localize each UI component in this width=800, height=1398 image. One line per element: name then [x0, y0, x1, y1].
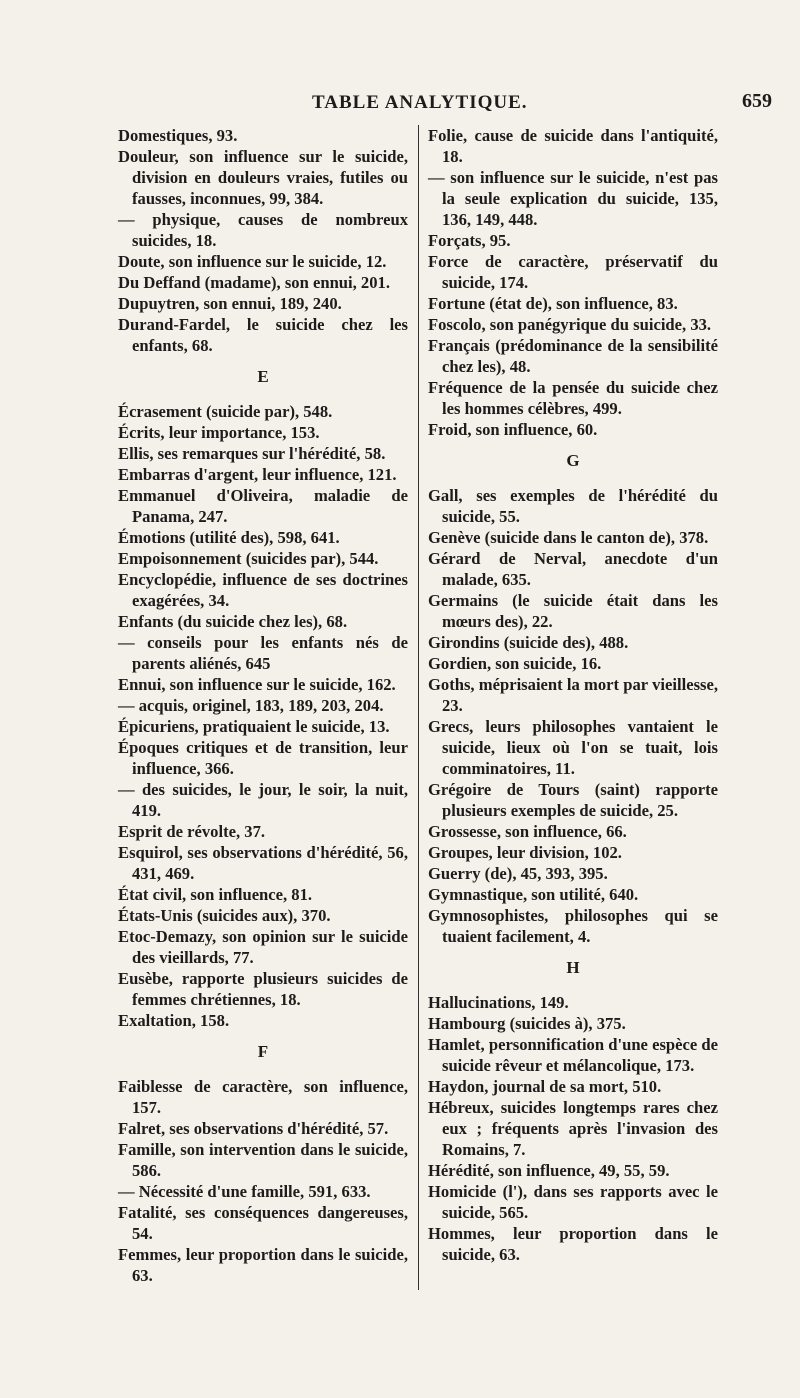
index-entry: Foscolo, son panégyrique du suicide, 33. — [428, 315, 712, 334]
index-entry: — acquis, originel, 183, 189, 203, 204. — [118, 696, 384, 715]
entries-block-e — [118, 401, 408, 1031]
index-entry: Gérard de Nerval, anecdote d'un malade, 635. — [428, 549, 718, 589]
entries-block-f-continued — [428, 125, 718, 440]
index-entry: État civil, son influence, 81. — [118, 885, 313, 904]
running-title: TABLE ANALYTIQUE. — [312, 92, 528, 113]
index-entry: Froid, son influence, 60. — [428, 420, 598, 439]
index-entry: Etoc-Demazy, son opinion sur le suicide des vieillards, 77. — [118, 927, 408, 967]
index-entry: Hambourg (suicides à), 375. — [428, 1014, 626, 1033]
index-entry: Guerry (de), 45, 393, 395. — [428, 864, 608, 883]
index-entry: — son influence sur le suicide, n'est pas la seule explication du suicide, 135, 136, 149, 448. — [428, 168, 718, 229]
index-entry: Époques critiques et de transition, leur influence, 366. — [118, 738, 408, 778]
index-entry: — Nécessité d'une famille, 591, 633. — [118, 1182, 371, 1201]
index-entry: Genève (suicide dans le canton de), 378. — [428, 528, 709, 547]
index-entry: Épicuriens, pratiquaient le suicide, 13. — [118, 717, 390, 736]
index-entry: Famille, son intervention dans le suicide, 586. — [118, 1140, 408, 1180]
right-column — [428, 125, 718, 1265]
index-entry: Fortune (état de), son influence, 83. — [428, 294, 678, 313]
index-entry: Exaltation, 158. — [118, 1011, 230, 1030]
index-entry: Du Deffand (madame), son ennui, 201. — [118, 273, 390, 292]
index-entry: — des suicides, le jour, le soir, la nuit, 419. — [118, 780, 408, 820]
index-entry: Forçats, 95. — [428, 231, 511, 250]
index-entry: Esprit de révolte, 37. — [118, 822, 266, 841]
index-entry: Écrasement (suicide par), 548. — [118, 402, 333, 421]
index-entry: Faiblesse de caractère, son influence, 157. — [118, 1077, 408, 1117]
index-entry: Eusèbe, rapporte plusieurs suicides de femmes chrétiennes, 18. — [118, 969, 408, 1009]
index-entry: Grecs, leurs philosophes vantaient le suicide, lieux où l'on se tuait, lois comminatoires, 11. — [428, 717, 718, 778]
index-entry: — conseils pour les enfants nés de parents aliénés, 645 — [118, 633, 408, 673]
index-entry: Dupuytren, son ennui, 189, 240. — [118, 294, 342, 313]
index-entry: Ennui, son influence sur le suicide, 162. — [118, 675, 396, 694]
index-entry: Encyclopédie, influence de ses doctrines exagérées, 34. — [118, 570, 408, 610]
index-entry: Domestiques, 93. — [118, 126, 238, 145]
index-entry: Folie, cause de suicide dans l'antiquité, 18. — [428, 126, 718, 166]
index-entry: Goths, méprisaient la mort par vieillesse, 23. — [428, 675, 718, 715]
index-entry: Fatalité, ses conséquences dangereuses, 54. — [118, 1203, 408, 1243]
index-entry: Emmanuel d'Oliveira, maladie de Panama, 247. — [118, 486, 408, 526]
index-entry: Émotions (utilité des), 598, 641. — [118, 528, 340, 547]
index-entry: Force de caractère, préservatif du suicide, 174. — [428, 252, 718, 292]
index-entry: Girondins (suicide des), 488. — [428, 633, 629, 652]
index-entry: Grossesse, son influence, 66. — [428, 822, 627, 841]
page-header — [0, 88, 800, 118]
index-entry: Embarras d'argent, leur influence, 121. — [118, 465, 397, 484]
index-entry: Esquirol, ses observations d'hérédité, 56, 431, 469. — [118, 843, 408, 883]
section-letter-f: F — [257, 1042, 269, 1061]
index-entry: Homicide (l'), dans ses rapports avec le suicide, 565. — [428, 1182, 718, 1222]
index-entry: Hallucinations, 149. — [428, 993, 569, 1012]
page-number: 659 — [742, 90, 772, 112]
index-entry: Groupes, leur division, 102. — [428, 843, 622, 862]
index-entry: Ellis, ses remarques sur l'hérédité, 58. — [118, 444, 386, 463]
index-entry: Fréquence de la pensée du suicide chez les hommes célèbres, 499. — [428, 378, 718, 418]
index-entry: Écrits, leur importance, 153. — [118, 423, 320, 442]
index-entry: Hérédité, son influence, 49, 55, 59. — [428, 1161, 670, 1180]
index-entry: Grégoire de Tours (saint) rapporte plusieurs exemples de suicide, 25. — [428, 780, 718, 820]
index-entry: États-Unis (suicides aux), 370. — [118, 906, 331, 925]
index-entry: — physique, causes de nombreux suicides, 18. — [118, 210, 408, 250]
left-column — [118, 125, 408, 1286]
index-entry: Hommes, leur proportion dans le suicide, 63. — [428, 1224, 718, 1264]
entries-block-h — [428, 992, 718, 1265]
index-entry: Haydon, journal de sa mort, 510. — [428, 1077, 662, 1096]
section-letter-e: E — [257, 367, 269, 386]
entries-block-d — [118, 125, 408, 356]
index-entry: Falret, ses observations d'hérédité, 57. — [118, 1119, 389, 1138]
index-entry: Femmes, leur proportion dans le suicide, 63. — [118, 1245, 408, 1285]
index-entry: Hébreux, suicides longtemps rares chez eux ; fréquents après l'invasion des Romains, 7. — [428, 1098, 718, 1159]
section-letter-g: G — [566, 451, 580, 470]
index-entry: Empoisonnement (suicides par), 544. — [118, 549, 379, 568]
index-entry: Doute, son influence sur le suicide, 12. — [118, 252, 387, 271]
index-entry: Enfants (du suicide chez les), 68. — [118, 612, 348, 631]
entries-block-f — [118, 1076, 408, 1286]
index-entry: Gymnastique, son utilité, 640. — [428, 885, 639, 904]
index-entry: Gall, ses exemples de l'hérédité du suicide, 55. — [428, 486, 718, 526]
column-divider — [418, 125, 419, 1290]
index-entry: Gordien, son suicide, 16. — [428, 654, 602, 673]
index-entry: Durand-Fardel, le suicide chez les enfants, 68. — [118, 315, 408, 355]
index-entry: Germains (le suicide était dans les mœurs des), 22. — [428, 591, 718, 631]
index-entry: Douleur, son influence sur le suicide, division en douleurs vraies, futiles ou fausses, inconnues, 99, 384. — [118, 147, 408, 208]
section-letter-h: H — [566, 958, 580, 977]
index-entry: Gymnosophistes, philosophes qui se tuaient facilement, 4. — [428, 906, 718, 946]
index-entry: Français (prédominance de la sensibilité chez les), 48. — [428, 336, 718, 376]
index-entry: Hamlet, personnification d'une espèce de suicide rêveur et mélancolique, 173. — [428, 1035, 718, 1075]
entries-block-g — [428, 485, 718, 947]
